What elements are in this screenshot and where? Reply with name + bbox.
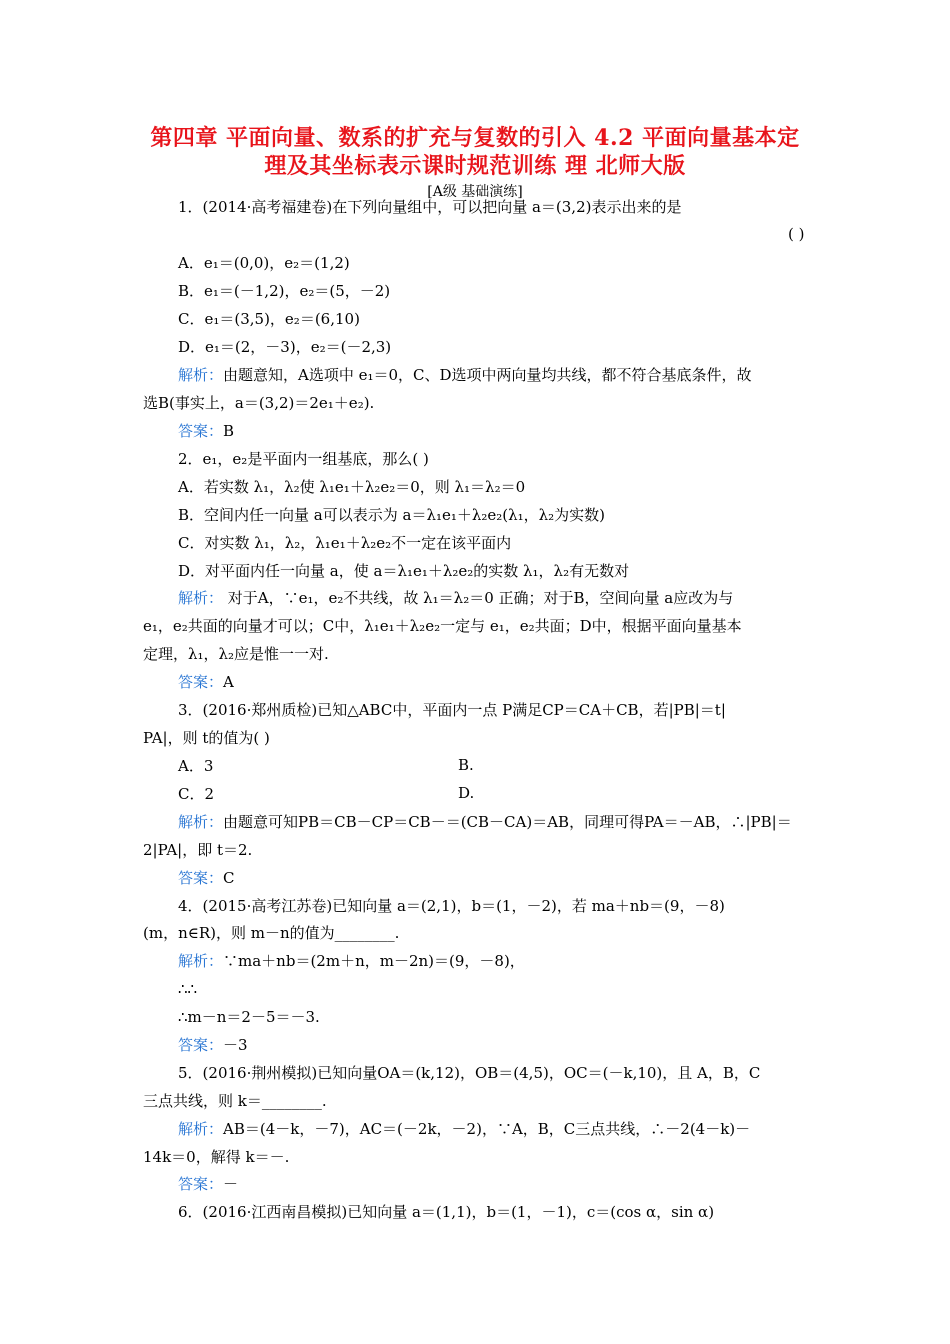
q2-option-b: B．空间内任一向量 a可以表示为 a＝λ₁e₁＋λ₂e₂(λ₁，λ₂为实数): [178, 506, 606, 524]
answer-label: 答案：: [178, 1175, 224, 1193]
q2-option-a: A．若实数 λ₁，λ₂使 λ₁e₁＋λ₂e₂＝0，则 λ₁＝λ₂＝0: [178, 478, 526, 496]
q2-answer: 答案：A: [178, 673, 234, 691]
answer-label: 答案：: [178, 869, 224, 887]
q2-analysis-cont2: 定理，λ₁，λ₂应是惟一一对.: [143, 645, 329, 663]
q1-option-b: B．e₁＝(－1,2)，e₂＝(5，－2): [178, 282, 391, 300]
analysis-label: 解析：: [178, 813, 224, 831]
q5-answer: 答案：－: [178, 1175, 239, 1193]
q5-stem-cont: 三点共线，则 k＝________.: [143, 1092, 327, 1110]
q4-analysis-line2: ∴∴: [178, 980, 198, 998]
q1-analysis: 解析：由题意知，A选项中 e₁＝0，C、D选项中两向量均共线，都不符合基底条件，故: [178, 366, 752, 384]
q3-analysis-cont: 2|PA|，即 t＝2.: [143, 841, 253, 859]
q2-option-c: C．对实数 λ₁，λ₂，λ₁e₁＋λ₂e₂不一定在该平面内: [178, 534, 512, 552]
section-level-label: [A级 基础演练]: [427, 184, 523, 200]
q4-analysis: 解析：∵ma＋nb＝(2m＋n，m－2n)＝(9，－8)，: [178, 952, 525, 970]
document-title-line1: 第四章 平面向量、数系的扩充与复数的引入 4.2 平面向量基本定: [150, 125, 800, 151]
q3-stem: 3．(2016·郑州质检)已知△ABC中，平面内一点 P满足CP＝CA＋CB，若|PB|＝t|: [178, 701, 726, 719]
q6-stem: 6．(2016·江西南昌模拟)已知向量 a＝(1,1)，b＝(1，－1)，c＝(cos α，sin α): [178, 1203, 715, 1221]
q3-option-a: A．3: [178, 757, 214, 775]
q4-stem: 4．(2015·高考江苏卷)已知向量 a＝(2,1)，b＝(1，－2)，若 ma＋nb＝(9，－8): [178, 897, 725, 915]
q1-stem: 1．(2014·高考福建卷)在下列向量组中，可以把向量 a＝(3,2)表示出来的是: [178, 198, 682, 216]
q5-analysis-cont: 14k＝0，解得 k＝－.: [143, 1148, 290, 1166]
q1-answer-paren: ( ): [788, 225, 805, 243]
q4-answer: 答案：－3: [178, 1036, 248, 1054]
q1-option-d: D．e₁＝(2，－3)，e₂＝(－2,3): [178, 338, 392, 356]
answer-label: 答案：: [178, 1036, 224, 1054]
q1-answer: 答案：B: [178, 422, 235, 440]
q3-option-b: B.: [458, 756, 474, 774]
analysis-label: 解析：: [178, 366, 224, 384]
document-title-line2: 理及其坐标表示课时规范训练 理 北师大版: [264, 153, 686, 179]
analysis-label: 解析：: [178, 1120, 224, 1138]
q5-stem: 5．(2016·荆州模拟)已知向量OA＝(k,12)，OB＝(4,5)，OC＝(－k,10)，且 A，B，C: [178, 1064, 761, 1082]
analysis-label: 解析：: [178, 589, 224, 607]
answer-label: 答案：: [178, 422, 224, 440]
q3-stem-cont: PA|，则 t的值为( ): [143, 729, 270, 747]
q1-option-a: A．e₁＝(0,0)，e₂＝(1,2): [178, 254, 350, 272]
q2-option-d: D．对平面内任一向量 a，使 a＝λ₁e₁＋λ₂e₂的实数 λ₁，λ₂有无数对: [178, 562, 630, 580]
q3-option-d: D.: [458, 784, 475, 802]
q1-analysis-cont: 选B(事实上，a＝(3,2)＝2e₁＋e₂).: [143, 394, 375, 412]
answer-label: 答案：: [178, 673, 224, 691]
q2-stem: 2．e₁，e₂是平面内一组基底，那么( ): [178, 450, 429, 468]
q5-analysis: 解析：AB＝(4－k，－7)，AC＝(－2k，－2)，∵A，B，C三点共线，∴－2(4－k)－: [178, 1120, 751, 1138]
q2-analysis: 解析： 对于A，∵e₁，e₂不共线，故 λ₁＝λ₂＝0 正确；对于B，空间向量 a应改为与: [178, 589, 734, 607]
q4-stem-cont: (m，n∈R)，则 m－n的值为________.: [143, 924, 400, 942]
q2-analysis-cont: e₁，e₂共面的向量才可以；C中，λ₁e₁＋λ₂e₂一定与 e₁，e₂共面；D中，根据平面向量基本: [143, 617, 742, 635]
q1-option-c: C．e₁＝(3,5)，e₂＝(6,10): [178, 310, 360, 328]
analysis-label: 解析：: [178, 952, 224, 970]
q3-option-c: C．2: [178, 785, 215, 803]
q4-analysis-line3: ∴m－n＝2－5＝－3.: [178, 1008, 320, 1026]
q3-answer: 答案：C: [178, 869, 235, 887]
q3-analysis: 解析：由题意可知PB＝CB－CP＝CB－＝(CB－CA)＝AB，同理可得PA＝－AB，∴|PB|＝: [178, 813, 792, 831]
